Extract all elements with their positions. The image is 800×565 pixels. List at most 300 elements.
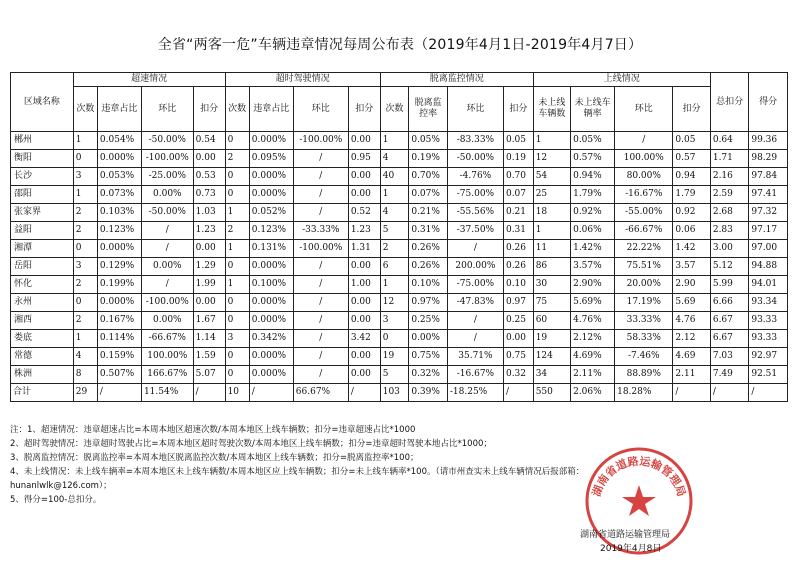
cell-online-mom: 17.19%	[615, 294, 673, 312]
header-not-online-count: 未上线车辆数	[533, 87, 570, 132]
cell-speed-count: 2	[73, 222, 97, 240]
cell-fatigue-deduction: 3.42	[348, 330, 380, 348]
footer-date: 2019年4月8日	[600, 544, 662, 554]
cell-region: 衡阳	[11, 150, 74, 168]
cell-speed-deduction: 0.00	[193, 240, 225, 258]
cell-offline-deduction: 0.05	[503, 132, 533, 150]
cell-offline-rate: 0.25%	[409, 312, 448, 330]
header-offline-count: 次数	[380, 87, 409, 132]
cell-speed-ratio: 0.000%	[97, 294, 141, 312]
cell-not-online-count: 11	[533, 240, 570, 258]
cell-offline-mom: -37.50%	[447, 222, 503, 240]
cell-total-deduction: 7.03	[710, 348, 749, 366]
cell-fatigue-count: 3	[225, 330, 249, 348]
cell-fatigue-count: 0	[225, 132, 249, 150]
cell-fatigue-ratio: 0.000%	[249, 348, 293, 366]
cell-speed-ratio: 0.114%	[97, 330, 141, 348]
cell-offline-count: 4	[380, 204, 409, 222]
cell-speed-mom: 0.00%	[141, 258, 193, 276]
cell-fatigue-ratio: 0.000%	[249, 312, 293, 330]
table-row	[11, 186, 788, 204]
cell-fatigue-count: 0	[225, 186, 249, 204]
cell-region: 株洲	[11, 366, 74, 384]
footer-org: 湖南省道路运输管理局	[580, 530, 671, 540]
cell-not-online-count: 18	[533, 204, 570, 222]
cell-speed-count: 0	[73, 240, 97, 258]
cell-online-mom: 75.51%	[615, 258, 673, 276]
cell-not-online-rate: 2.90%	[571, 276, 615, 294]
cell-region: 湘潭	[11, 240, 74, 258]
total-offline-mom: -18.25%	[447, 384, 503, 402]
cell-speed-deduction: 5.07	[193, 366, 225, 384]
table-row	[11, 294, 788, 312]
cell-offline-mom: /	[447, 330, 503, 348]
cell-region: 常德	[11, 348, 74, 366]
cell-total-deduction: 6.67	[710, 330, 749, 348]
cell-score: 94.88	[749, 258, 788, 276]
cell-not-online-count: 30	[533, 276, 570, 294]
cell-region: 郴州	[11, 132, 74, 150]
cell-not-online-rate: 1.79%	[571, 186, 615, 204]
cell-not-online-rate: 0.06%	[571, 222, 615, 240]
cell-speed-ratio: 0.054%	[97, 132, 141, 150]
cell-offline-rate: 0.26%	[409, 258, 448, 276]
cell-offline-count: 6	[380, 258, 409, 276]
header-fatigue-ratio: 违章占比	[249, 87, 293, 132]
cell-speed-mom: 0.00%	[141, 186, 193, 204]
note-line: 注：1、超速情况：违章超速占比=本周本地区超速次数/本周本地区上线车辆数；扣分=违章超速占比*1000	[10, 425, 416, 435]
cell-fatigue-deduction: 0.52	[348, 204, 380, 222]
cell-fatigue-mom: /	[293, 330, 348, 348]
total-fatigue-deduction: /	[348, 384, 380, 402]
cell-speed-ratio: 0.167%	[97, 312, 141, 330]
cell-online-mom: 58.33%	[615, 330, 673, 348]
table-row	[11, 150, 788, 168]
cell-not-online-rate: 0.92%	[571, 204, 615, 222]
cell-not-online-count: 75	[533, 294, 570, 312]
cell-offline-count: 1	[380, 186, 409, 204]
cell-not-online-rate: 2.11%	[571, 366, 615, 384]
cell-online-mom: -7.46%	[615, 348, 673, 366]
cell-fatigue-mom: /	[293, 150, 348, 168]
cell-fatigue-count: 0	[225, 348, 249, 366]
cell-fatigue-mom: -100.00%	[293, 132, 348, 150]
cell-speed-ratio: 0.000%	[97, 240, 141, 258]
total-speed-mom: 11.54%	[141, 384, 193, 402]
header-offline: 脱离监控情况	[380, 73, 533, 87]
cell-total-deduction: 2.68	[710, 204, 749, 222]
cell-online-deduction: 2.11	[673, 366, 710, 384]
note-line: hunanlwlk@126.com）；	[10, 481, 112, 491]
header-speeding: 超速情况	[73, 73, 225, 87]
cell-fatigue-mom: /	[293, 204, 348, 222]
cell-fatigue-count: 2	[225, 222, 249, 240]
cell-fatigue-count: 1	[225, 240, 249, 258]
cell-region: 岳阳	[11, 258, 74, 276]
cell-online-deduction: 2.90	[673, 276, 710, 294]
cell-not-online-count: 19	[533, 330, 570, 348]
cell-fatigue-count: 0	[225, 294, 249, 312]
cell-speed-mom: -100.00%	[141, 150, 193, 168]
cell-online-mom: -55.00%	[615, 204, 673, 222]
cell-score: 93.33	[749, 330, 788, 348]
cell-speed-deduction: 1.59	[193, 348, 225, 366]
total-not-online-count: 550	[533, 384, 570, 402]
cell-offline-mom: -4.76%	[447, 168, 503, 186]
cell-offline-rate: 0.31%	[409, 222, 448, 240]
cell-speed-ratio: 0.159%	[97, 348, 141, 366]
cell-total-deduction: 2.83	[710, 222, 749, 240]
total-row	[11, 384, 788, 402]
cell-online-mom: /	[615, 132, 673, 150]
header-online-mom: 环比	[615, 87, 673, 132]
cell-offline-count: 1	[380, 276, 409, 294]
total-online-deduction: /	[673, 384, 710, 402]
cell-online-deduction: 0.94	[673, 168, 710, 186]
cell-not-online-rate: 1.42%	[571, 240, 615, 258]
cell-speed-count: 3	[73, 168, 97, 186]
total-offline-rate: 0.39%	[409, 384, 448, 402]
cell-region: 益阳	[11, 222, 74, 240]
cell-fatigue-deduction: 0.95	[348, 150, 380, 168]
cell-offline-rate: 0.70%	[409, 168, 448, 186]
cell-offline-deduction: 0.26	[503, 240, 533, 258]
cell-speed-count: 2	[73, 204, 97, 222]
cell-fatigue-ratio: 0.100%	[249, 276, 293, 294]
cell-speed-mom: 100.00%	[141, 348, 193, 366]
cell-score: 93.34	[749, 294, 788, 312]
cell-total-deduction: 2.59	[710, 186, 749, 204]
cell-not-online-rate: 5.69%	[571, 294, 615, 312]
cell-fatigue-ratio: 0.000%	[249, 186, 293, 204]
table-row	[11, 168, 788, 186]
cell-offline-mom: -75.00%	[447, 276, 503, 294]
cell-offline-rate: 0.32%	[409, 366, 448, 384]
cell-not-online-count: 1	[533, 222, 570, 240]
cell-total-deduction: 6.67	[710, 312, 749, 330]
cell-fatigue-mom: /	[293, 294, 348, 312]
cell-fatigue-deduction: 0.00	[348, 366, 380, 384]
cell-fatigue-ratio: 0.052%	[249, 204, 293, 222]
total-fatigue-ratio: /	[249, 384, 293, 402]
cell-fatigue-count: 1	[225, 204, 249, 222]
table-row	[11, 348, 788, 366]
cell-fatigue-ratio: 0.000%	[249, 366, 293, 384]
cell-offline-rate: 0.75%	[409, 348, 448, 366]
cell-offline-count: 40	[380, 168, 409, 186]
header-offline-rate: 脱离监控率	[409, 87, 448, 132]
cell-online-deduction: 4.76	[673, 312, 710, 330]
cell-speed-ratio: 0.053%	[97, 168, 141, 186]
total-score: /	[749, 384, 788, 402]
cell-online-mom: 33.33%	[615, 312, 673, 330]
cell-speed-mom: 0.00%	[141, 312, 193, 330]
table-row	[11, 222, 788, 240]
cell-offline-rate: 0.07%	[409, 186, 448, 204]
cell-offline-rate: 0.26%	[409, 240, 448, 258]
cell-region: 怀化	[11, 276, 74, 294]
cell-online-deduction: 0.57	[673, 150, 710, 168]
table-row	[11, 312, 788, 330]
header-offline-mom: 环比	[447, 87, 503, 132]
cell-offline-deduction: 0.32	[503, 366, 533, 384]
cell-speed-mom: /	[141, 222, 193, 240]
cell-speed-ratio: 0.129%	[97, 258, 141, 276]
cell-not-online-rate: 3.57%	[571, 258, 615, 276]
cell-speed-deduction: 1.29	[193, 258, 225, 276]
total-speed-deduction: /	[193, 384, 225, 402]
cell-online-deduction: 4.69	[673, 348, 710, 366]
cell-speed-deduction: 1.99	[193, 276, 225, 294]
total-offline-deduction: /	[503, 384, 533, 402]
cell-speed-ratio: 0.199%	[97, 276, 141, 294]
cell-fatigue-ratio: 0.000%	[249, 258, 293, 276]
cell-speed-ratio: 0.073%	[97, 186, 141, 204]
cell-speed-count: 0	[73, 294, 97, 312]
cell-offline-deduction: 0.00	[503, 330, 533, 348]
cell-offline-count: 12	[380, 294, 409, 312]
cell-online-deduction: 5.69	[673, 294, 710, 312]
cell-offline-deduction: 0.25	[503, 312, 533, 330]
cell-speed-count: 1	[73, 330, 97, 348]
header-fatigue-mom: 环比	[293, 87, 348, 132]
cell-online-deduction: 1.42	[673, 240, 710, 258]
cell-not-online-rate: 0.57%	[571, 150, 615, 168]
cell-speed-mom: -66.67%	[141, 330, 193, 348]
note-line: 5、得分=100-总扣分。	[10, 495, 102, 505]
cell-score: 92.51	[749, 366, 788, 384]
cell-offline-deduction: 0.19	[503, 150, 533, 168]
cell-fatigue-count: 1	[225, 276, 249, 294]
cell-total-deduction: 2.16	[710, 168, 749, 186]
table-body	[11, 132, 788, 384]
cell-speed-deduction: 0.00	[193, 150, 225, 168]
header-fatigue: 超时驾驶情况	[225, 73, 380, 87]
cell-offline-count: 5	[380, 366, 409, 384]
cell-speed-mom: 166.67%	[141, 366, 193, 384]
cell-offline-rate: 0.21%	[409, 204, 448, 222]
total-speed-ratio: /	[97, 384, 141, 402]
cell-not-online-count: 124	[533, 348, 570, 366]
cell-fatigue-count: 0	[225, 168, 249, 186]
cell-speed-count: 2	[73, 276, 97, 294]
cell-online-mom: -16.67%	[615, 186, 673, 204]
cell-fatigue-count: 2	[225, 150, 249, 168]
table-row	[11, 204, 788, 222]
table-row	[11, 276, 788, 294]
total-fatigue-count: 10	[225, 384, 249, 402]
cell-fatigue-deduction: 1.00	[348, 276, 380, 294]
cell-online-deduction: 2.12	[673, 330, 710, 348]
cell-fatigue-count: 0	[225, 366, 249, 384]
cell-offline-mom: 35.71%	[447, 348, 503, 366]
cell-fatigue-deduction: 1.23	[348, 222, 380, 240]
cell-region: 张家界	[11, 204, 74, 222]
cell-not-online-rate: 4.69%	[571, 348, 615, 366]
cell-offline-count: 2	[380, 240, 409, 258]
cell-offline-mom: /	[447, 312, 503, 330]
cell-fatigue-deduction: 0.00	[348, 132, 380, 150]
cell-fatigue-deduction: 0.00	[348, 168, 380, 186]
cell-online-mom: -66.67%	[615, 222, 673, 240]
cell-online-deduction: 0.92	[673, 204, 710, 222]
total-offline-count: 103	[380, 384, 409, 402]
cell-speed-ratio: 0.000%	[97, 150, 141, 168]
header-speed-count: 次数	[73, 87, 97, 132]
cell-offline-deduction: 0.21	[503, 204, 533, 222]
cell-online-mom: 100.00%	[615, 150, 673, 168]
cell-online-mom: 80.00%	[615, 168, 673, 186]
cell-speed-mom: -25.00%	[141, 168, 193, 186]
cell-speed-count: 2	[73, 312, 97, 330]
cell-not-online-rate: 2.12%	[571, 330, 615, 348]
note-line: 3、脱离监控情况：脱离监控率=本周本地区脱离监控次数/本周本地区上线车辆数；扣分=脱离监控率*100；	[10, 453, 419, 463]
cell-fatigue-deduction: 0.00	[348, 258, 380, 276]
cell-score: 93.33	[749, 312, 788, 330]
cell-offline-deduction: 0.31	[503, 222, 533, 240]
cell-fatigue-mom: /	[293, 258, 348, 276]
cell-speed-deduction: 1.03	[193, 204, 225, 222]
total-online-mom: 18.28%	[615, 384, 673, 402]
cell-not-online-rate: 4.76%	[571, 312, 615, 330]
cell-online-deduction: 1.79	[673, 186, 710, 204]
cell-region: 娄底	[11, 330, 74, 348]
cell-speed-deduction: 0.53	[193, 168, 225, 186]
cell-offline-deduction: 0.26	[503, 258, 533, 276]
cell-offline-count: 1	[380, 132, 409, 150]
note-line: 4、未上线情况：未上线车辆率=本周本地区未上线车辆数/本周本地区应上线车辆数；扣分=未上线车辆率*100。（请市州查实未上线车辆情况后报部箱：	[10, 467, 585, 477]
header-score: 得分	[749, 73, 788, 132]
cell-score: 97.84	[749, 168, 788, 186]
cell-online-deduction: 0.06	[673, 222, 710, 240]
cell-score: 94.01	[749, 276, 788, 294]
cell-region: 永州	[11, 294, 74, 312]
table-row	[11, 132, 788, 150]
table-row	[11, 366, 788, 384]
header-online-deduction: 扣分	[673, 87, 710, 132]
cell-speed-mom: /	[141, 240, 193, 258]
cell-not-online-count: 25	[533, 186, 570, 204]
cell-not-online-rate: 0.05%	[571, 132, 615, 150]
header-online: 上线情况	[533, 73, 710, 87]
cell-speed-count: 4	[73, 348, 97, 366]
note-line: 2、超时驾驶情况：违章超时驾驶占比=本周本地区超时驾驶次数/本周本地区上线车辆数；扣分=违章超时驾驶本地占比*1000；	[10, 439, 492, 449]
cell-fatigue-ratio: 0.342%	[249, 330, 293, 348]
cell-speed-count: 8	[73, 366, 97, 384]
cell-total-deduction: 6.66	[710, 294, 749, 312]
cell-fatigue-mom: /	[293, 312, 348, 330]
cell-offline-rate: 0.05%	[409, 132, 448, 150]
total-not-online-rate: 2.06%	[571, 384, 615, 402]
cell-score: 99.36	[749, 132, 788, 150]
cell-fatigue-ratio: 0.131%	[249, 240, 293, 258]
cell-score: 97.32	[749, 204, 788, 222]
cell-fatigue-ratio: 0.000%	[249, 294, 293, 312]
cell-speed-ratio: 0.507%	[97, 366, 141, 384]
cell-speed-count: 1	[73, 186, 97, 204]
cell-offline-count: 3	[380, 312, 409, 330]
svg-text:湖南省道路运输管理局: 湖南省道路运输管理局	[589, 454, 689, 499]
cell-offline-mom: -55.56%	[447, 204, 503, 222]
cell-total-deduction: 5.12	[710, 258, 749, 276]
cell-speed-mom: -50.00%	[141, 132, 193, 150]
violation-table	[10, 72, 788, 402]
cell-speed-count: 1	[73, 132, 97, 150]
cell-online-mom: 88.89%	[615, 366, 673, 384]
cell-fatigue-ratio: 0.095%	[249, 150, 293, 168]
cell-not-online-count: 12	[533, 150, 570, 168]
total-fatigue-mom: 66.67%	[293, 384, 348, 402]
cell-offline-count: 4	[380, 150, 409, 168]
cell-total-deduction: 3.00	[710, 240, 749, 258]
cell-speed-ratio: 0.123%	[97, 222, 141, 240]
table-row	[11, 330, 788, 348]
header-fatigue-deduction: 扣分	[348, 87, 380, 132]
cell-online-deduction: 3.57	[673, 258, 710, 276]
cell-speed-deduction: 0.54	[193, 132, 225, 150]
cell-not-online-count: 1	[533, 132, 570, 150]
cell-online-mom: 20.00%	[615, 276, 673, 294]
cell-score: 97.41	[749, 186, 788, 204]
cell-fatigue-deduction: 1.31	[348, 240, 380, 258]
header-fatigue-count: 次数	[225, 87, 249, 132]
total-total-deduction: /	[710, 384, 749, 402]
cell-fatigue-deduction: 0.00	[348, 312, 380, 330]
cell-total-deduction: 0.64	[710, 132, 749, 150]
table-row	[11, 240, 788, 258]
total-speed-count: 29	[73, 384, 97, 402]
cell-offline-mom: -16.67%	[447, 366, 503, 384]
cell-fatigue-mom: -100.00%	[293, 240, 348, 258]
cell-not-online-count: 60	[533, 312, 570, 330]
cell-offline-mom: -75.00%	[447, 186, 503, 204]
cell-fatigue-mom: /	[293, 186, 348, 204]
cell-score: 97.00	[749, 240, 788, 258]
cell-score: 92.97	[749, 348, 788, 366]
cell-fatigue-ratio: 0.123%	[249, 222, 293, 240]
cell-offline-mom: /	[447, 240, 503, 258]
cell-speed-mom: -100.00%	[141, 294, 193, 312]
cell-score: 97.17	[749, 222, 788, 240]
cell-not-online-rate: 0.94%	[571, 168, 615, 186]
header-speed-deduction: 扣分	[193, 87, 225, 132]
cell-offline-rate: 0.00%	[409, 330, 448, 348]
header-not-online-rate: 未上线车辆率	[571, 87, 615, 132]
header-speed-ratio: 违章占比	[97, 87, 141, 132]
cell-offline-rate: 0.97%	[409, 294, 448, 312]
cell-fatigue-mom: /	[293, 168, 348, 186]
cell-not-online-count: 54	[533, 168, 570, 186]
cell-offline-rate: 0.19%	[409, 150, 448, 168]
cell-offline-deduction: 0.07	[503, 186, 533, 204]
cell-fatigue-count: 0	[225, 258, 249, 276]
cell-fatigue-ratio: 0.000%	[249, 132, 293, 150]
cell-fatigue-deduction: 0.00	[348, 294, 380, 312]
cell-total-deduction: 1.71	[710, 150, 749, 168]
cell-speed-count: 3	[73, 258, 97, 276]
cell-offline-count: 0	[380, 330, 409, 348]
cell-fatigue-deduction: 0.00	[348, 348, 380, 366]
cell-not-online-count: 34	[533, 366, 570, 384]
cell-speed-deduction: 0.00	[193, 294, 225, 312]
page-title: 全省“两客一危”车辆违章情况每周公布表（2019年4月1日-2019年4月7日）	[157, 37, 643, 53]
cell-offline-count: 5	[380, 222, 409, 240]
cell-offline-mom: -50.00%	[447, 150, 503, 168]
header-region: 区域名称	[11, 73, 74, 132]
cell-online-mom: 22.22%	[615, 240, 673, 258]
cell-speed-deduction: 0.73	[193, 186, 225, 204]
cell-fatigue-count: 0	[225, 312, 249, 330]
